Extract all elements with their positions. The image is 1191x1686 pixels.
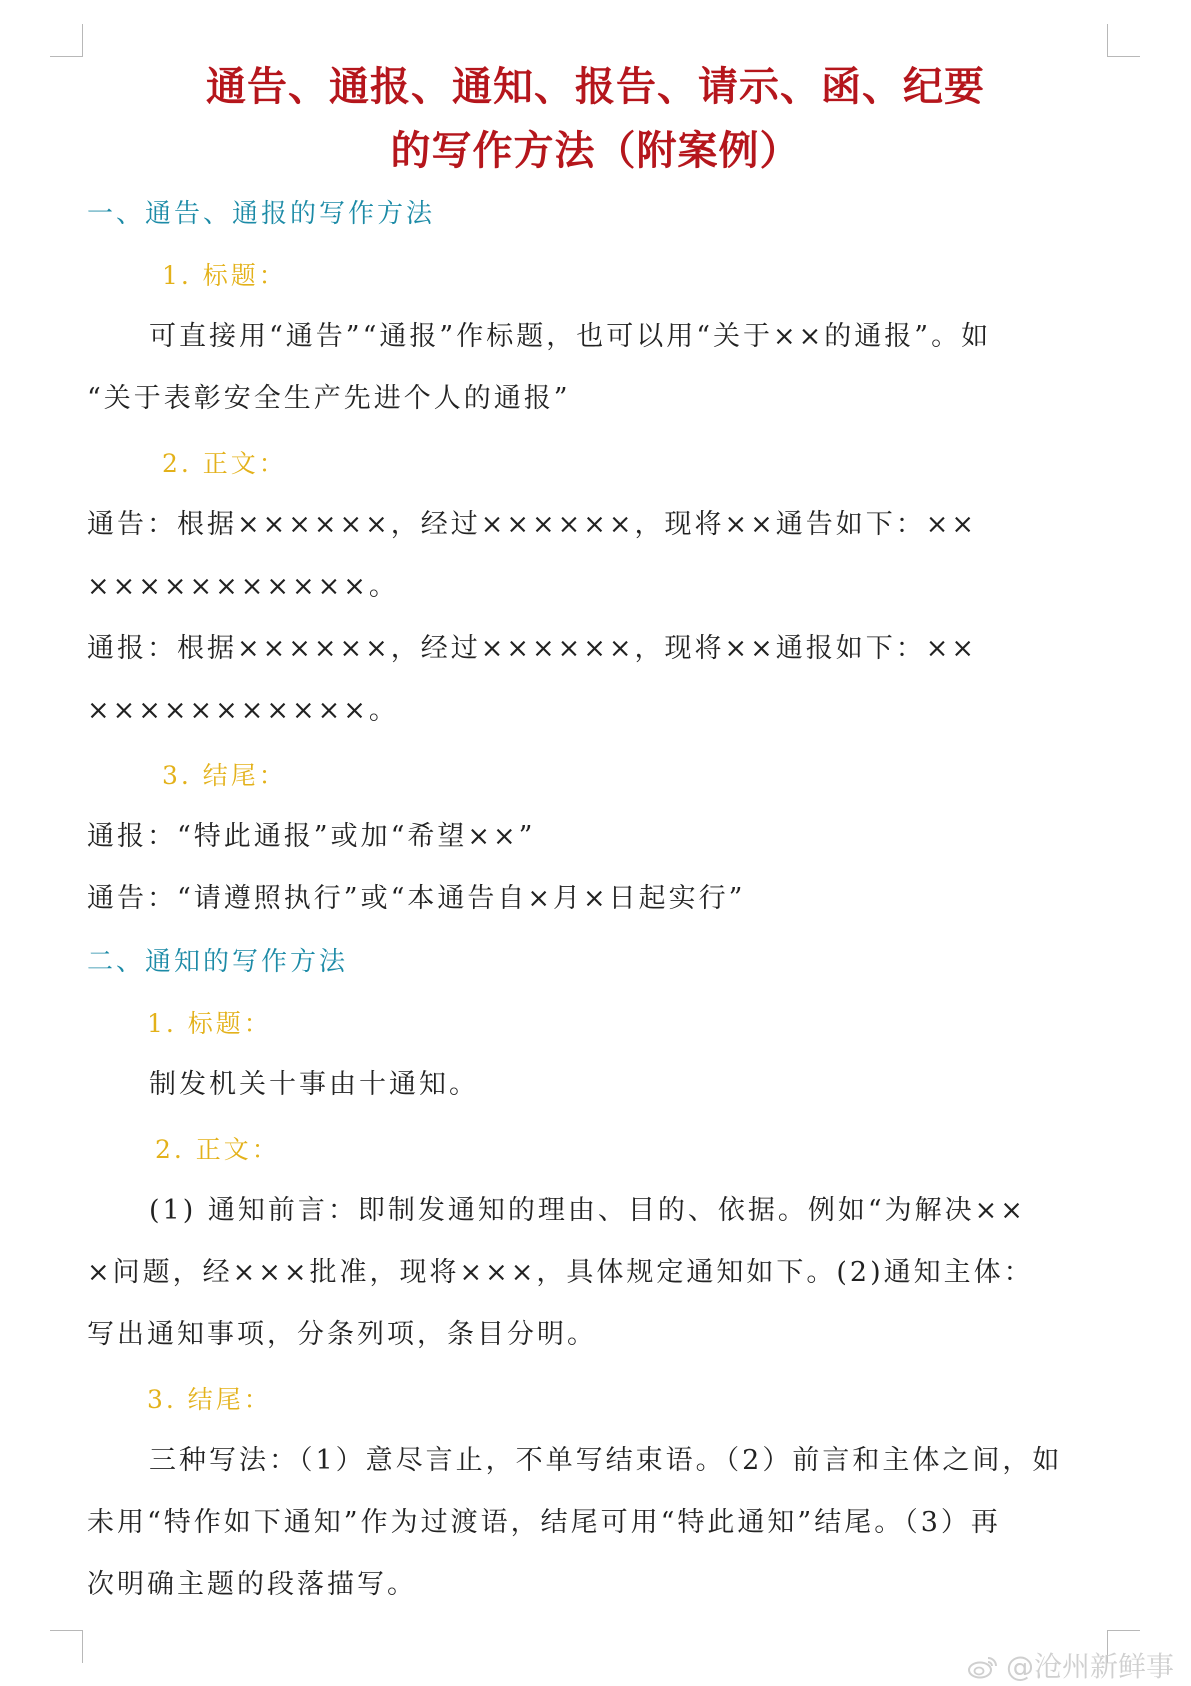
section-1-title-label: 1. 标题：: [162, 261, 287, 290]
document-title-line-1: 通告、通报、通知、报告、请示、函、纪要: [206, 64, 985, 110]
section-2-ending-line-1: 三种写法：（1）意尽言止，不单写结束语。（2）前言和主体之间，如: [149, 1445, 1063, 1476]
section-2-title-paragraph: 制发机关十事由十通知。: [149, 1069, 479, 1100]
section-1-ending-label: 3. 结尾：: [162, 761, 287, 790]
weibo-icon: [968, 1653, 998, 1677]
document-title-line-2: 的写作方法（附案例）: [390, 128, 801, 174]
section-1-report-body-line-2: ×××××××××××。: [87, 695, 399, 726]
section-2-heading: 二、通知的写作方法: [87, 947, 349, 977]
section-1-notice-body-line-2: ×××××××××××。: [87, 571, 399, 602]
section-2-ending-line-2: 未用“特作如下通知”作为过渡语，结尾可用“特此通知”结尾。（3）再: [87, 1507, 1001, 1538]
section-2-body-line-1: (1) 通知前言：即制发通知的理由、目的、依据。例如“为解决××: [149, 1195, 1026, 1226]
section-2-body-line-3: 写出通知事项，分条列项，条目分明。: [87, 1319, 597, 1350]
section-1-report-body-line-1: 通报：根据××××××，经过××××××，现将××通报如下：××: [87, 633, 977, 664]
section-2-ending-label: 3. 结尾：: [147, 1385, 272, 1414]
section-1-body-label: 2. 正文：: [162, 449, 287, 478]
section-1-ending-notice: 通告：“请遵照执行”或“本通告自×月×日起实行”: [87, 883, 746, 914]
section-1-title-paragraph-line-2: “关于表彰安全生产先进个人的通报”: [87, 383, 571, 414]
section-1-notice-body-line-1: 通告：根据××××××，经过××××××，现将××通告如下：××: [87, 509, 977, 540]
section-2-title-label: 1. 标题：: [147, 1009, 272, 1038]
crop-mark-top-right: [1107, 24, 1140, 57]
crop-mark-bottom-left: [50, 1630, 83, 1663]
crop-mark-top-left: [50, 24, 83, 57]
section-2-body-label: 2. 正文：: [155, 1135, 280, 1164]
section-2-body-line-2: ×问题，经×××批准，现将×××，具体规定通知如下。(2)通知主体：: [87, 1257, 1034, 1288]
watermark-text: @沧州新鲜事: [1006, 1650, 1175, 1683]
watermark: [968, 1648, 1174, 1682]
section-2-ending-line-3: 次明确主题的段落描写。: [87, 1569, 417, 1600]
section-1-heading: 一、通告、通报的写作方法: [87, 199, 436, 229]
section-1-ending-report: 通报：“特此通报”或加“希望××”: [87, 821, 536, 852]
section-1-title-paragraph-line-1: 可直接用“通告”“通报”作标题，也可以用“关于××的通报”。如: [149, 321, 992, 352]
